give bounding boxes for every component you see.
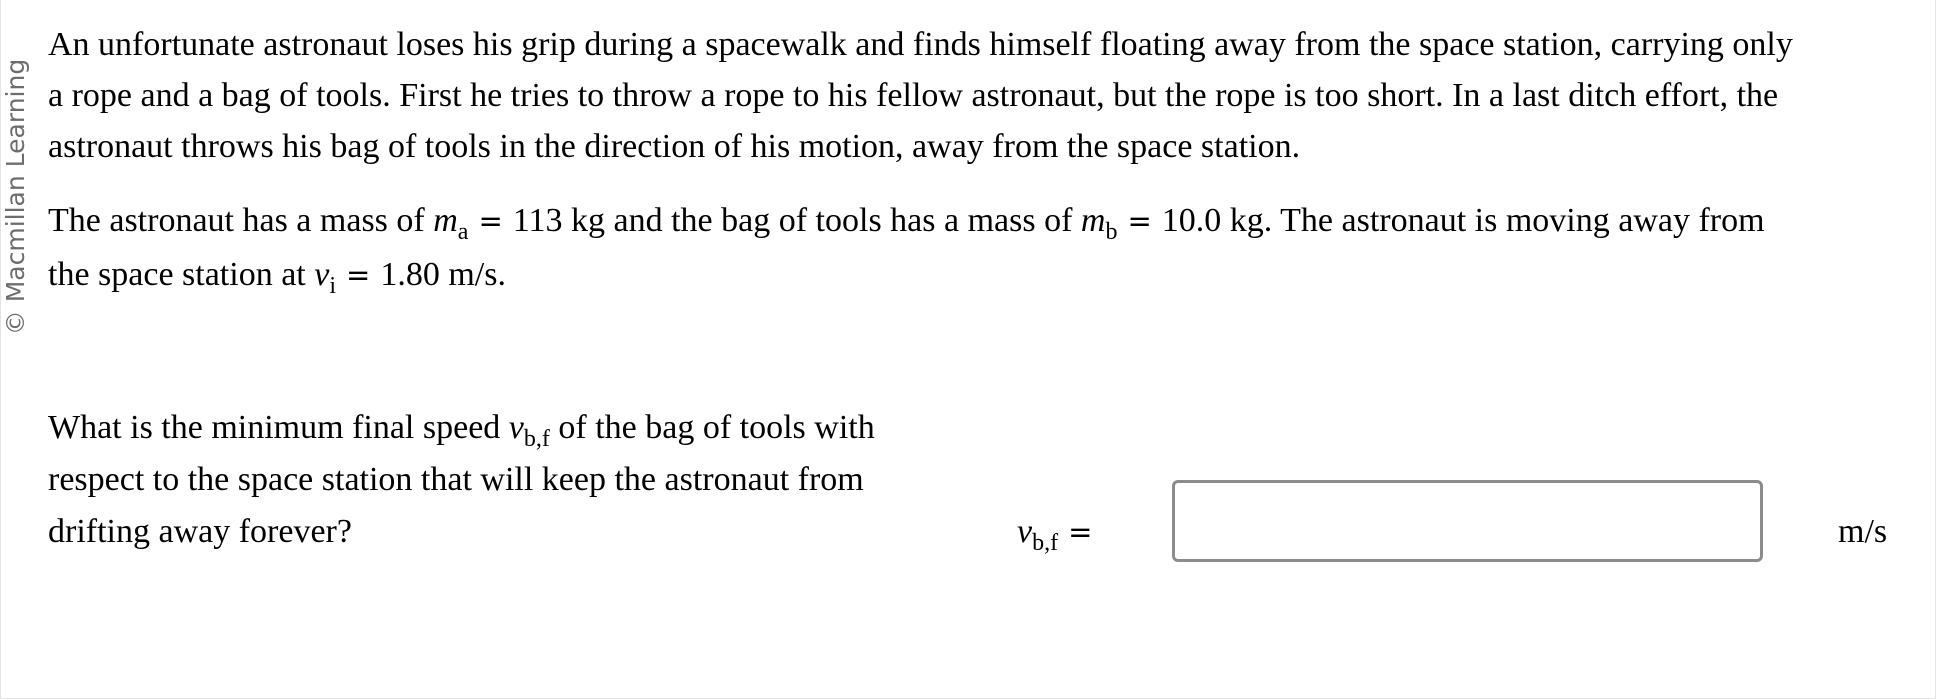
question-line-2: respect to the space station that will keep the astronaut from (48, 461, 864, 498)
astronaut-mass-value: 113 kg and the bag of tools has a mass of (512, 202, 1073, 239)
bag-mass-value: 10.0 kg. The astronaut is moving away from (1161, 202, 1765, 239)
question-line-1 (48, 409, 875, 452)
givens-line-1 (48, 202, 1765, 245)
bag-mass-symbol: $m_b$ (1080, 202, 1118, 245)
initial-velocity-symbol: $v_i$ (314, 256, 337, 299)
answer-input[interactable] (1172, 480, 1763, 562)
intro-line-2: a rope and a bag of tools. First he tries to throw a rope to his fellow astronaut, but the rope is too short. In a last ditch effort, the (48, 77, 1779, 114)
initial-velocity-value: 1.80 m/s. (380, 256, 506, 293)
intro-line-3: astronaut throws his bag of tools in the direction of his motion, away from the space station. (48, 128, 1301, 165)
astronaut-mass-symbol: $m_a$ (433, 202, 469, 245)
answer-label (1017, 513, 1102, 556)
answer-unit: m/s (1838, 513, 1888, 550)
copyright-credit: © Macmillan Learning (1, 58, 30, 336)
equals-sign: = (346, 258, 371, 292)
question-prefix: What is the minimum final speed (48, 409, 501, 446)
answer-variable-symbol: $v_{b,f}$ (1017, 513, 1059, 556)
answer-equals-sign: = (1068, 515, 1093, 549)
equals-sign: = (1127, 204, 1152, 238)
equals-sign: = (478, 204, 503, 238)
question-line-3: drifting away forever? (48, 513, 352, 550)
givens-line2-prefix: the space station at (48, 256, 306, 293)
bag-final-speed-symbol: $v_{b,f}$ (508, 409, 550, 452)
intro-line-1: An unfortunate astronaut loses his grip during a spacewalk and finds himself floating away from the space station, carrying only (48, 26, 1793, 63)
givens-prefix: The astronaut has a mass of (48, 202, 425, 239)
givens-line-2 (48, 256, 506, 299)
question-suffix: of the bag of tools with (558, 409, 875, 446)
